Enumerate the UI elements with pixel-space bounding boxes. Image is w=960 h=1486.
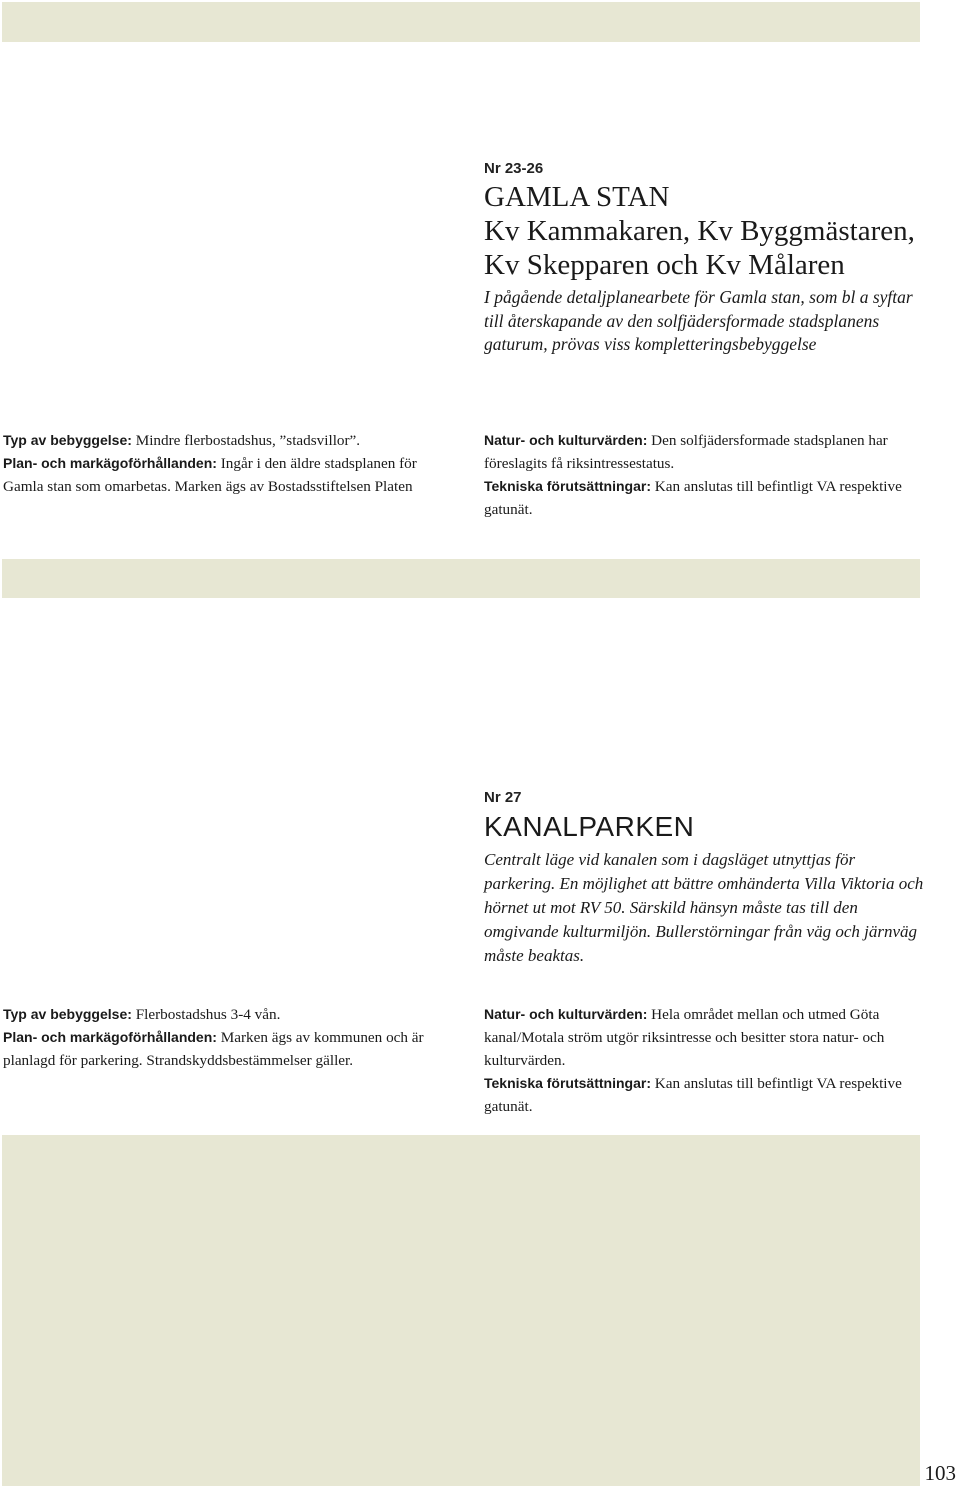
natural-cultural-paragraph	[484, 1003, 924, 1072]
section-title	[484, 180, 924, 282]
title-line: Kv Skepparen och Kv Målaren	[484, 249, 845, 281]
section-kanalparken-header	[484, 789, 924, 968]
section-intro: I pågående detaljplanearbete för Gamla stan, som bl a syftar till återskapande av den solfjädersformade stadsplanens gaturum, prövas viss kompletteringsbebyggelse	[484, 287, 913, 354]
top-image-band	[2, 2, 920, 42]
section-title: KANALPARKEN	[484, 811, 695, 842]
section-gamla-stan-header	[484, 160, 924, 357]
technical-paragraph	[484, 1072, 924, 1118]
section-kanalparken-left-column	[3, 1003, 447, 1072]
building-type-paragraph	[3, 1003, 447, 1026]
natural-cultural-label: Natur- och kulturvärden:	[484, 432, 648, 448]
section-kanalparken-right-column	[484, 1003, 924, 1118]
building-type-label: Typ av bebyggelse:	[3, 432, 132, 448]
technical-text: Kan anslutas till befintligt VA respektive gatunät.	[484, 478, 902, 518]
ownership-text: Marken ägs av kommunen och är planlagd för parkering. Strandskyddsbestämmelser gäller.	[3, 1029, 424, 1069]
natural-cultural-paragraph	[484, 429, 924, 475]
ownership-label: Plan- och markägoförhållanden:	[3, 1029, 217, 1045]
building-type-paragraph	[3, 429, 447, 452]
section-intro: Centralt läge vid kanalen som i dagsläget utnyttjas för parkering. En möjlighet att bättre omhänderta Villa Viktoria och hörnet ut mot RV 50. Särskild hänsyn måste tas till den omgivande kulturmiljön. Bullerstörningar från väg och järnväg måste beaktas.	[484, 850, 924, 965]
title-line: Kv Kammakaren, Kv Byggmästaren,	[484, 215, 915, 247]
building-type-label: Typ av bebyggelse:	[3, 1006, 132, 1022]
page-number: 103	[924, 1461, 956, 1485]
bottom-image-band	[2, 1135, 920, 1486]
ownership-text: Ingår i den äldre stadsplanen för Gamla stan som omarbetas. Marken ägs av Bostadsstiftelsen Platen	[3, 455, 417, 495]
technical-text: Kan anslutas till befintligt VA respektive gatunät.	[484, 1075, 902, 1115]
section-number: Nr 27	[484, 789, 522, 806]
technical-paragraph	[484, 475, 924, 521]
building-type-text: Mindre flerbostadshus, ”stadsvillor”.	[131, 432, 361, 449]
technical-label: Tekniska förutsättningar:	[484, 1075, 651, 1091]
natural-cultural-label: Natur- och kulturvärden:	[484, 1006, 648, 1022]
technical-label: Tekniska förutsättningar:	[484, 478, 651, 494]
section-gamla-stan-right-column	[484, 429, 924, 521]
section-gamla-stan-left-column	[3, 429, 447, 498]
natural-cultural-text: Den solfjädersformade stadsplanen har föreslagits få riksintressestatus.	[484, 432, 888, 472]
middle-image-band	[2, 559, 920, 598]
ownership-label: Plan- och markägoförhållanden:	[3, 455, 217, 471]
section-number: Nr 23-26	[484, 160, 544, 177]
title-line: GAMLA STAN	[484, 181, 670, 213]
ownership-paragraph	[3, 452, 447, 498]
building-type-text: Flerbostadshus 3-4 vån.	[131, 1006, 281, 1023]
natural-cultural-text: Hela området mellan och utmed Göta kanal/Motala ström utgör riksintresse och besitter stora natur- och kulturvärden.	[484, 1006, 885, 1069]
ownership-paragraph	[3, 1026, 447, 1072]
